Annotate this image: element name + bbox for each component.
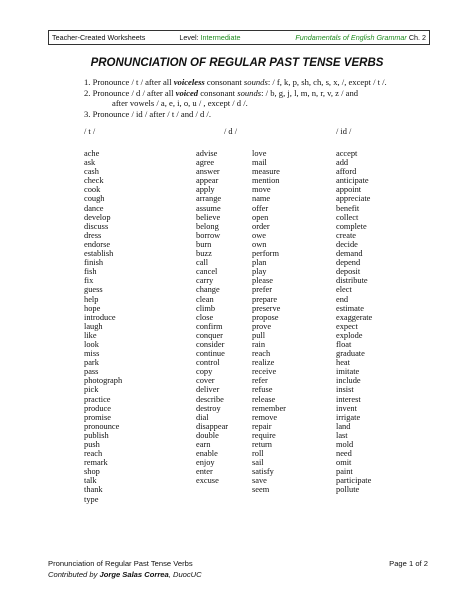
header-level [176, 33, 243, 42]
verb-d: apply [196, 185, 215, 195]
verb-d: confirm [196, 321, 223, 331]
header-book-title: Fundamentals of English Grammar [295, 33, 407, 42]
verb-t: look [84, 339, 99, 349]
verb-t: pronounce [84, 421, 120, 431]
verb-d: return [252, 440, 272, 449]
verb-id: decide [336, 239, 358, 249]
rule-2 [84, 88, 444, 99]
verb-d: carry [196, 276, 214, 286]
footer-credit [48, 569, 428, 580]
verb-d: control [196, 358, 220, 368]
verb-id: depend [336, 258, 361, 268]
verb-d: earn [196, 440, 211, 449]
verb-id: appoint [336, 185, 362, 195]
verb-d: continue [196, 349, 225, 359]
header-level-value: Intermediate [200, 33, 241, 42]
verb-d: advise [196, 149, 218, 158]
verb-id: end [336, 294, 349, 304]
verb-d: remember [252, 403, 286, 413]
verb-t: finish [84, 258, 104, 268]
rule-2-prefix: 2. Pronounce / d / after all [84, 87, 176, 98]
verb-id: invent [336, 403, 357, 413]
verb-d: copy [196, 367, 213, 377]
verb-d: appear [196, 176, 219, 186]
verb-t: produce [84, 403, 111, 413]
verb-t: endorse [84, 239, 111, 249]
verb-t: thank [84, 485, 103, 495]
header-chapter: Ch. 2 [408, 33, 426, 42]
verb-d: offer [252, 203, 269, 213]
verb-d: conquer [196, 330, 223, 340]
rule-1-rest: : / f, k, p, sh, ch, s, x, /, except / t /. [267, 77, 387, 87]
verb-id: omit [336, 458, 352, 468]
verb-d: change [196, 285, 220, 295]
verb-d: own [252, 239, 267, 249]
verb-d: propose [252, 312, 279, 322]
verb-id: collect [336, 212, 359, 222]
rule-2-sounds: sounds [237, 87, 262, 98]
verb-t: miss [84, 349, 100, 359]
rule-1 [84, 77, 444, 88]
verb-t: discuss [84, 221, 109, 231]
verb-d: mention [252, 176, 280, 186]
verb-d: double [196, 430, 219, 440]
verb-d: consider [196, 339, 225, 349]
verb-d: refer [252, 376, 268, 386]
verb-d: enable [196, 449, 218, 459]
verb-d: perform [252, 249, 279, 259]
column-t [84, 127, 174, 504]
verb-t: hope [84, 303, 101, 313]
verb-id: mold [336, 440, 354, 449]
page-footer [48, 558, 428, 580]
verb-t: ask [84, 158, 96, 168]
verb-d: call [196, 258, 209, 268]
page-title: PRONUNCIATION OF REGULAR PAST TENSE VERBS [90, 57, 384, 69]
verb-id: demand [336, 249, 363, 259]
column-d-1 [196, 127, 256, 485]
verb-d: borrow [196, 230, 221, 240]
verb-id: expect [336, 321, 358, 331]
verb-d: prefer [252, 285, 272, 295]
column-t-list [84, 149, 174, 504]
verb-d: release [252, 394, 276, 404]
verb-id: elect [336, 285, 352, 295]
verb-d: excuse [196, 476, 219, 486]
verb-id: land [336, 421, 351, 431]
verb-id: interest [336, 394, 361, 404]
verb-t: pick [84, 385, 99, 395]
footer-credit-name: Jorge Salas Correa [99, 570, 169, 579]
verb-id: afford [336, 167, 357, 177]
column-id-list [336, 149, 426, 495]
verb-d: believe [196, 212, 221, 222]
verb-d: sail [252, 458, 264, 468]
verb-d: remove [252, 412, 278, 422]
verb-d: enjoy [196, 458, 215, 468]
verb-d: rain [252, 339, 266, 349]
verb-d: save [252, 476, 267, 486]
verb-d: prepare [252, 294, 278, 304]
verb-d: roll [252, 449, 264, 459]
verb-d: enter [196, 467, 213, 477]
verb-t: cash [84, 167, 99, 177]
column-id [336, 127, 426, 495]
verb-t: type [84, 494, 99, 504]
verb-d: assume [196, 203, 221, 213]
verb-d: arrange [196, 194, 222, 204]
footer-credit-prefix: Contributed by [48, 570, 100, 579]
verb-t: cook [84, 185, 101, 195]
verb-d: order [252, 221, 270, 231]
column-t-header: / t / [84, 127, 96, 136]
verb-d: owe [252, 230, 266, 240]
verb-t: pass [84, 367, 99, 377]
rule-1-sounds: sounds [243, 77, 268, 87]
verb-t: park [84, 358, 99, 368]
column-id-header: / id / [336, 127, 352, 136]
rule-2-mid: consonant [198, 87, 238, 98]
verb-id: irrigate [336, 412, 361, 422]
verb-d: dial [196, 412, 209, 422]
verb-id: anticipate [336, 176, 369, 186]
verb-id: accept [336, 149, 358, 158]
verb-id: graduate [336, 349, 365, 359]
verb-t: establish [84, 249, 114, 259]
verb-t: promise [84, 412, 111, 422]
verb-t: introduce [84, 312, 116, 322]
footer-document-title: Pronunciation of Regular Past Tense Verbs [48, 559, 193, 568]
verb-id: imitate [336, 367, 360, 377]
verb-id: benefit [336, 203, 360, 213]
verb-d: agree [196, 158, 215, 168]
verb-id: include [336, 376, 361, 386]
verb-d: clean [196, 294, 214, 304]
verb-id: distribute [336, 276, 368, 286]
verb-d: describe [196, 394, 224, 404]
verb-t: guess [84, 285, 103, 295]
verb-d: love [252, 149, 267, 158]
verb-d: reach [252, 349, 271, 359]
verb-d: mail [252, 158, 267, 168]
verb-d: answer [196, 167, 220, 177]
verb-id: participate [336, 476, 372, 486]
verb-id: pollute [336, 485, 360, 495]
verb-t: reach [84, 449, 103, 459]
header-level-prefix: Level: [179, 33, 201, 42]
verb-d: please [252, 276, 273, 286]
verb-id: estimate [336, 303, 364, 313]
verb-d: name [252, 194, 271, 204]
rule-1-emphasis: voiceless [173, 77, 205, 87]
rule-2-emphasis: voiced [175, 87, 199, 98]
verb-d: cover [196, 376, 215, 386]
verb-d: close [196, 312, 214, 322]
verb-id: add [336, 158, 349, 168]
rule-2-continued: after vowels / a, e, i, o, u / , except / d /. [112, 98, 248, 108]
verb-t: ache [84, 149, 100, 158]
verb-t: practice [84, 394, 111, 404]
verb-t: push [84, 440, 100, 449]
verb-d: realize [252, 358, 275, 368]
verb-d: require [252, 430, 276, 440]
verb-t: help [84, 294, 99, 304]
header-source: Teacher-Created Worksheets [52, 33, 146, 42]
verb-d: belong [196, 221, 219, 231]
verb-t: dress [84, 230, 102, 240]
rule-1-mid: consonant [204, 77, 244, 87]
verb-d: play [252, 267, 267, 277]
verb-t: laugh [84, 321, 103, 331]
verb-t: remark [84, 458, 108, 468]
verb-id: complete [336, 221, 367, 231]
verb-d: prove [252, 321, 272, 331]
verb-id: insist [336, 385, 354, 395]
column-d-2 [252, 127, 322, 495]
rule-2-rest: : / b, g, j, l, m, n, r, v, z / and [261, 87, 359, 98]
verb-id: last [336, 430, 348, 440]
verb-t: fix [84, 276, 94, 286]
verb-t: shop [84, 467, 100, 477]
verb-id: float [336, 339, 352, 349]
pronunciation-rules [84, 77, 444, 119]
verb-id: paint [336, 467, 353, 477]
verb-d: move [252, 185, 271, 195]
verb-d: seem [252, 485, 270, 495]
verb-t: publish [84, 430, 109, 440]
verb-id: explode [336, 330, 363, 340]
verb-t: like [84, 330, 97, 340]
verb-d: climb [196, 303, 216, 313]
verb-d: preserve [252, 303, 281, 313]
verb-d: open [252, 212, 269, 222]
verb-id: heat [336, 358, 350, 368]
verb-d: repair [252, 421, 272, 431]
verb-d: disappear [196, 421, 229, 431]
header-bar [48, 30, 430, 45]
footer-page-number: Page 1 of 2 [389, 559, 428, 568]
verb-t: talk [84, 476, 97, 486]
column-d-header: / d / [224, 127, 238, 136]
verb-d: refuse [252, 385, 273, 395]
header-book [292, 33, 429, 42]
column-d-list-2 [252, 149, 322, 495]
verb-d: cancel [196, 267, 218, 277]
verb-id: exaggerate [336, 312, 373, 322]
verb-t: develop [84, 212, 111, 222]
verb-id: need [336, 449, 352, 459]
rule-3: 3. Pronounce / id / after / t / and / d /. [84, 108, 211, 119]
verb-t: cough [84, 194, 105, 204]
verb-id: deposit [336, 267, 361, 277]
verb-id: create [336, 230, 356, 240]
verb-d: destroy [196, 403, 221, 413]
verb-d: pull [252, 330, 266, 340]
verb-d: deliver [196, 385, 220, 395]
rule-1-prefix: 1. Pronounce / t / after all [84, 77, 174, 87]
verb-id: appreciate [336, 194, 371, 204]
verb-d: satisfy [252, 467, 274, 477]
verb-t: photograph [84, 376, 123, 386]
verb-d: receive [252, 367, 277, 377]
verb-d: burn [196, 239, 212, 249]
verb-t: dance [84, 203, 104, 213]
footer-credit-org: , DuocUC [168, 570, 202, 579]
verb-t: fish [84, 267, 97, 277]
verb-d: buzz [196, 249, 212, 259]
verb-d: measure [252, 167, 280, 177]
verb-t: check [84, 176, 104, 186]
column-d-list-1 [196, 149, 256, 485]
verb-d: plan [252, 258, 267, 268]
